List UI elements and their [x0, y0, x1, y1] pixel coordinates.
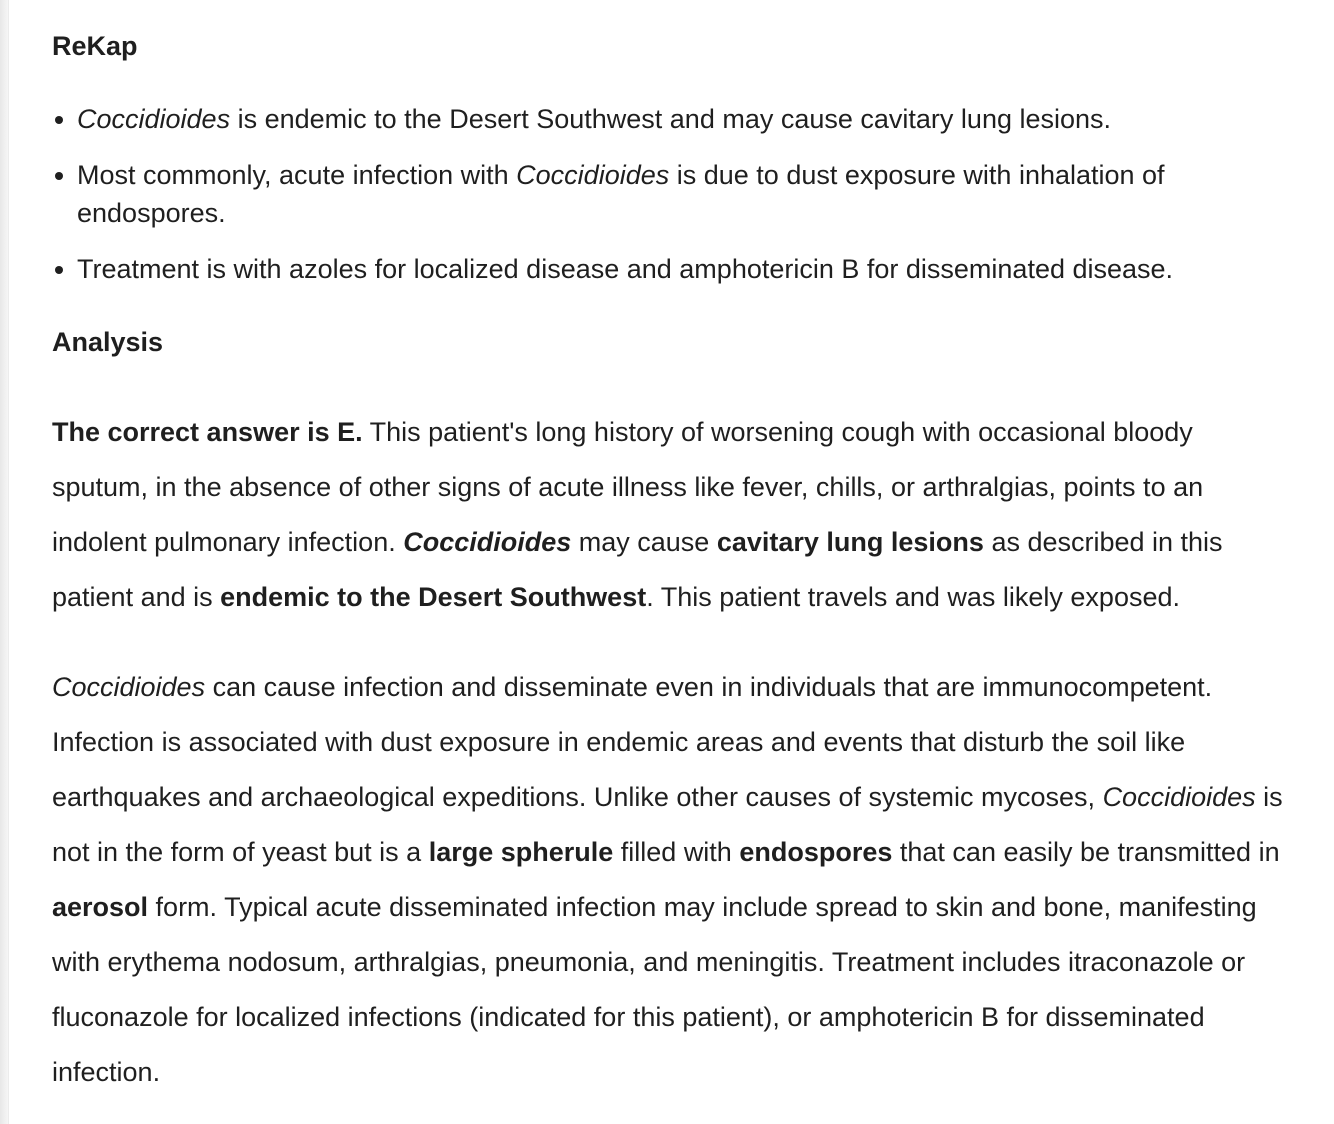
analysis-paragraph-1: The correct answer is E. This patient's long history of worsening cough with occasional bloody sputum, in the absence of other signs of acute illness like fever, chills, or arthralgias, points to an indolent pulmonary infection. Coccidioides may cause cavitary lung lesions as described in this patient and is endemic to the Desert Southwest. This patient travels and was likely exposed. — [52, 417, 1223, 612]
rekap-item: Treatment is with azoles for localized disease and amphotericin B for disseminated disease. — [52, 250, 1272, 288]
rekap-item: Coccidioides is endemic to the Desert Southwest and may cause cavitary lung lesions. — [52, 100, 1272, 138]
rekap-list — [52, 100, 1272, 306]
analysis-heading: Analysis — [52, 327, 164, 357]
left-rail — [0, 0, 9, 1124]
bullet-icon — [55, 116, 63, 124]
bullet-icon — [55, 266, 63, 274]
rekap-heading: ReKap — [52, 31, 138, 61]
analysis-paragraph-2: Coccidioides can cause infection and disseminate even in individuals that are immunocompetent. Infection is associated with dust exposure in endemic areas and events that disturb the soil like earthquakes and archaeological expeditions. Unlike other causes of systemic mycoses, Coccidioides is not in the form of yeast but is a large spherule filled with endospores that can easily be transmitted in aerosol form. Typical acute disseminated infection may include spread to skin and bone, manifesting with erythema nodosum, arthralgias, pneumonia, and meningitis. Treatment includes itraconazole or fluconazole for localized infections (indicated for this patient), or amphotericin B for disseminated infection. — [52, 672, 1283, 1087]
bullet-icon — [55, 172, 63, 180]
rekap-item: Most commonly, acute infection with Coccidioides is due to dust exposure with inhalation of endospores. — [52, 156, 1272, 232]
